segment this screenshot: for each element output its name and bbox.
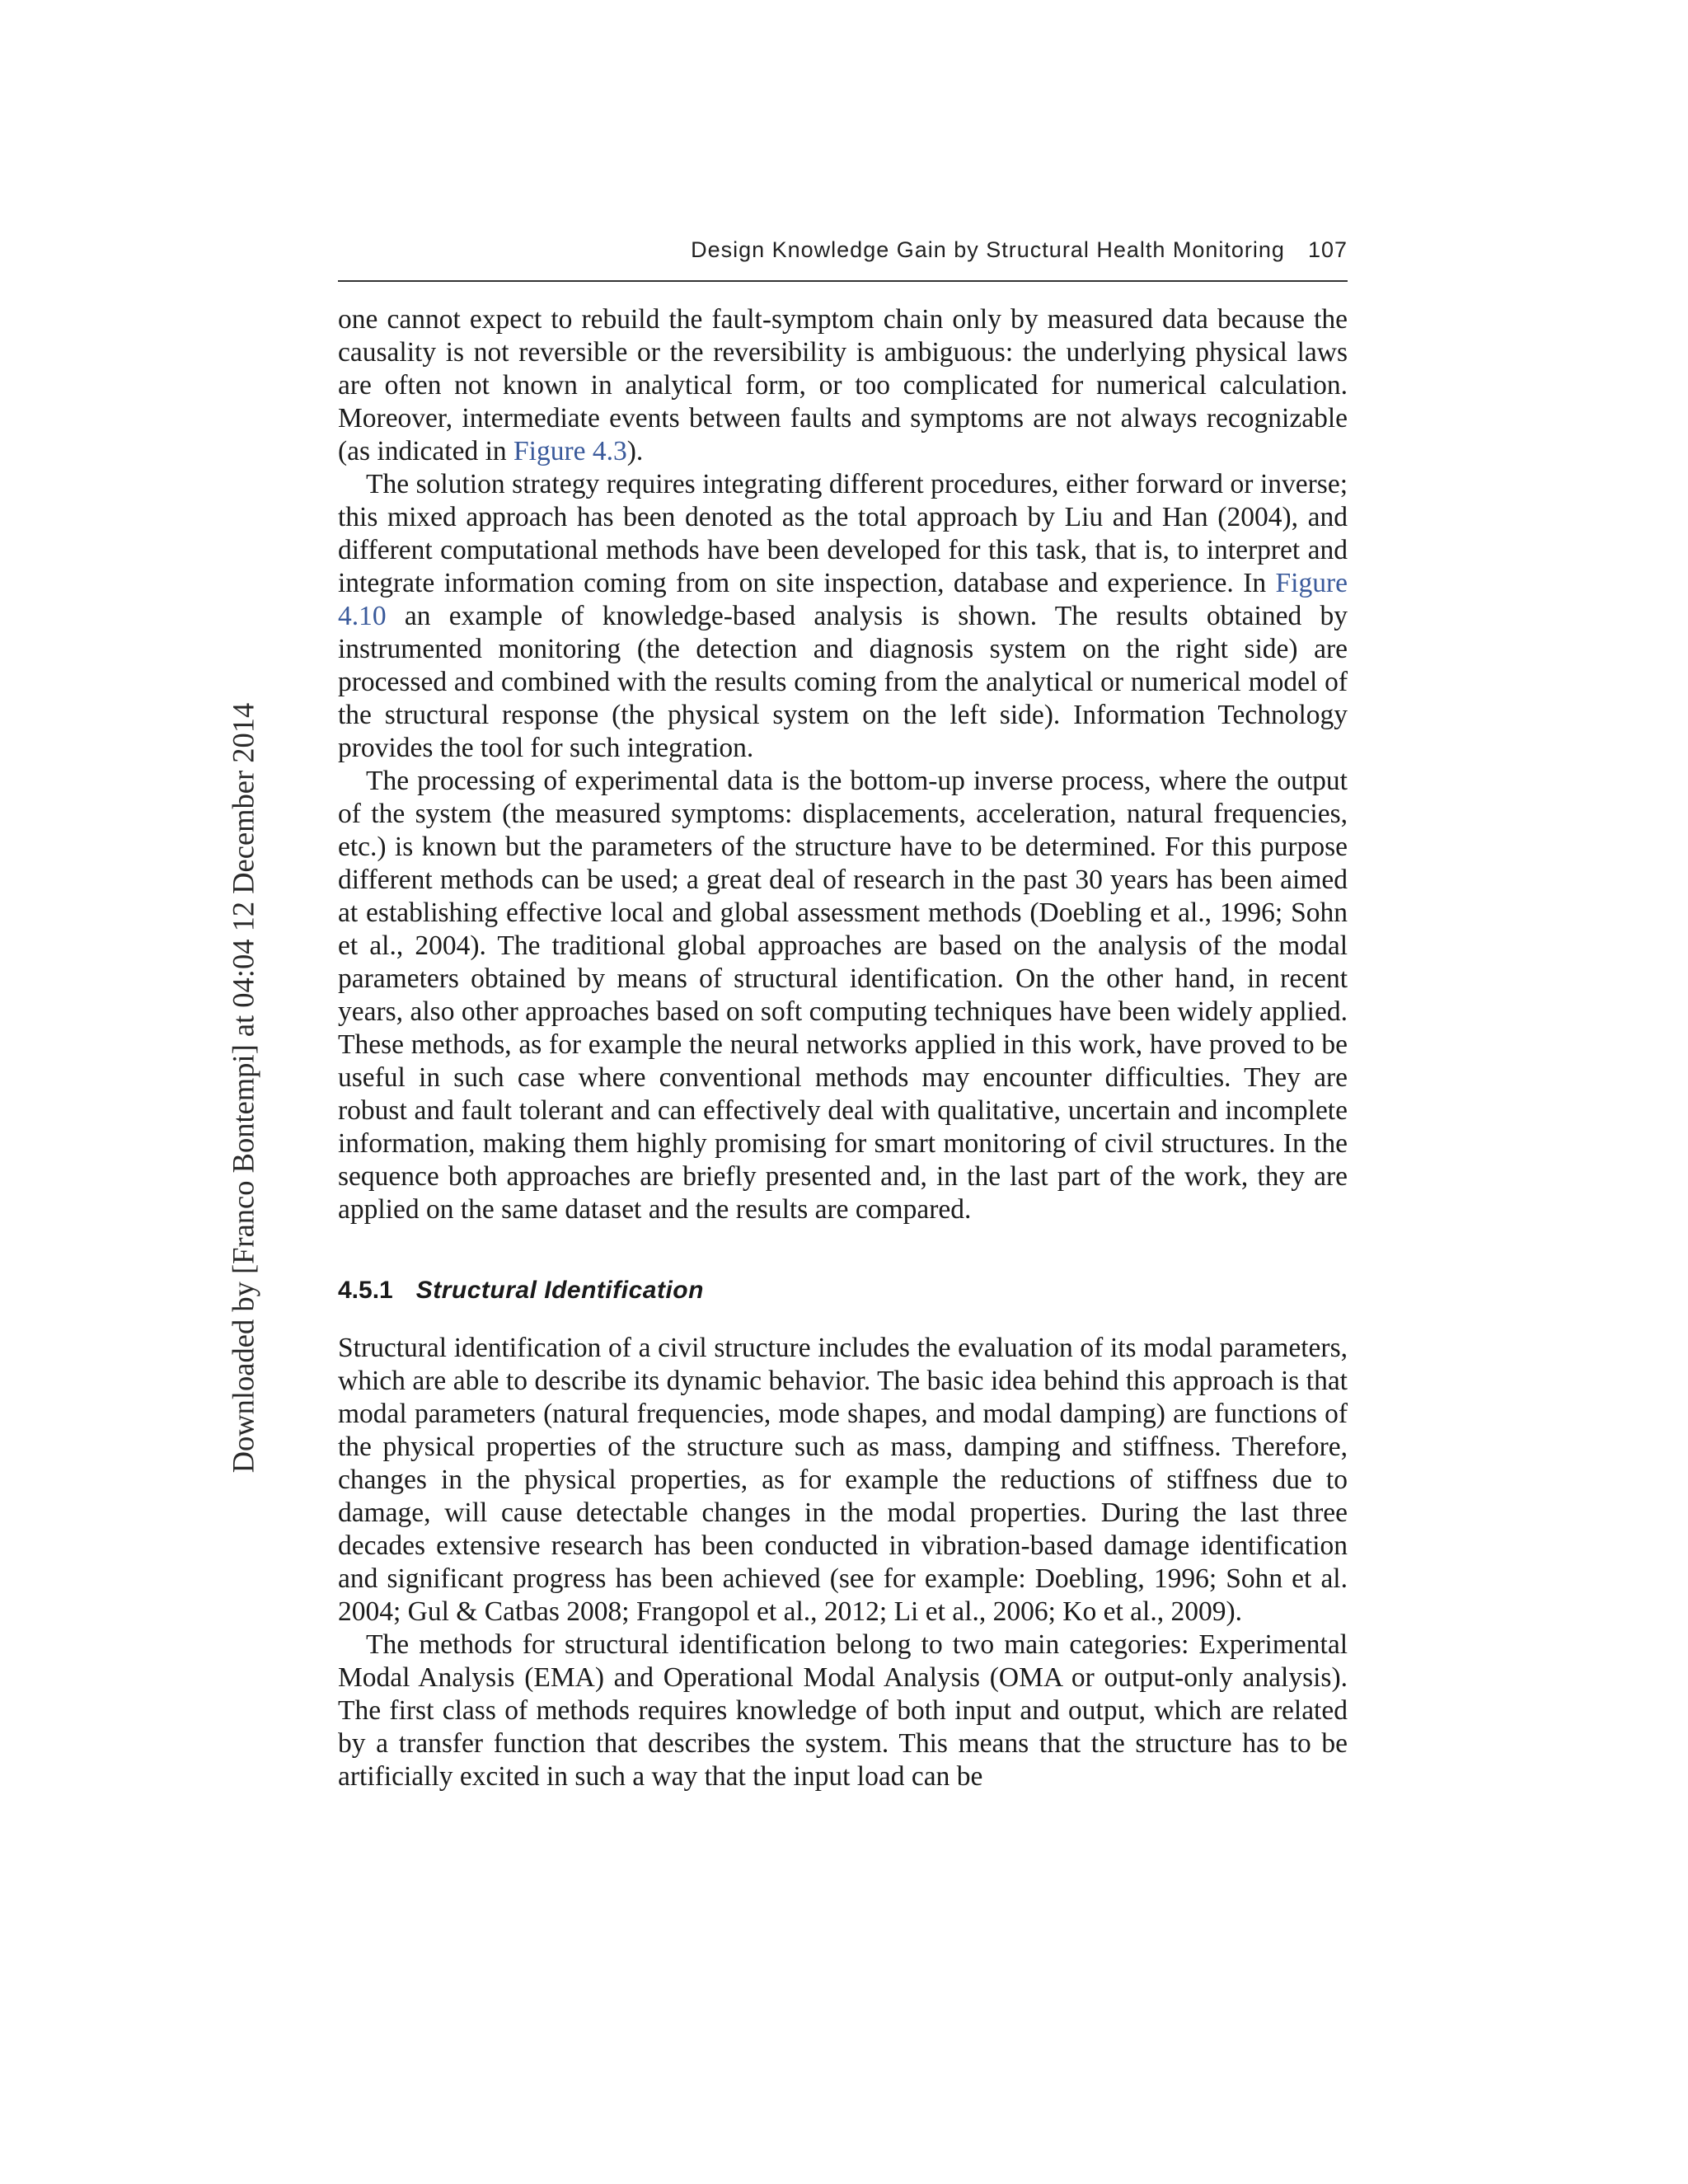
paragraph-2-text: The solution strategy requires integrating different procedures, either forward or inverse; this mixed approach has been denoted as the total approach by Liu and Han (2004), and different computational methods have been developed for this task, that is, to interpret and integrate information coming from on site inspection, database and experience. In [338,469,1348,598]
body-text [338,303,1348,1793]
running-head [338,237,1348,282]
paragraph-1-text: one cannot expect to rebuild the fault-symptom chain only by measured data because the causality is not reversible or the reversibility is ambiguous: the underlying physical laws are often not known in analytical form, or too complicated for numerical calculation. Moreover, intermediate events between faults and symptoms are not always recognizable (as indicated in [338,304,1348,466]
running-head-title: Design Knowledge Gain by Structural Health Monitoring [691,237,1285,262]
paragraph-4: Structural identification of a civil structure includes the evaluation of its modal parameters, which are able to describe its dynamic behavior. The basic idea behind this approach is that modal parameters (natural frequencies, mode shapes, and modal damping) are functions of the physical properties of the structure such as mass, damping and stiffness. Therefore, changes in the physical properties, as for example the reductions of stiffness due to damage, will cause detectable changes in the modal properties. During the last three decades extensive research has been conducted in vibration-based damage identification and significant progress has been achieved (see for example: Doebling, 1996; Sohn et al. 2004; Gul & Catbas 2008; Frangopol et al., 2012; Li et al., 2006; Ko et al., 2009). [338,1333,1348,1627]
section-title: Structural Identification [415,1277,704,1304]
paragraph-5: The methods for structural identification belong to two main categories: Experimental Modal Analysis (EMA) and Operational Modal Analysis (OMA or output-only analysis). The first class of methods requires knowledge of both input and output, which are related by a transfer function that describes the system. This means that the structure has to be artificially excited in such a way that the input load can be [338,1629,1348,1792]
paragraph-1-tail: ). [626,436,644,466]
paragraph-2 [338,468,1348,765]
paragraph-2-tail: an example of knowledge-based analysis is shown. The results obtained by instrumented monitoring (the detection and diagnosis system on the right side) are processed and combined with the results coming from the analytical or numerical model of the structural response (the physical system on the left side). Information Technology provides the tool for such integration. [338,601,1348,763]
paragraph-3: The processing of experimental data is the bottom-up inverse process, where the output of the system (the measured symptoms: displacements, acceleration, natural frequencies, etc.) is known but the parameters of the structure have to be determined. For this purpose different methods can be used; a great deal of research in the past 30 years has been aimed at establishing effective local and global assessment methods (Doebling et al., 1996; Sohn et al., 2004). The traditional global approaches are based on the analysis of the modal parameters obtained by means of structural identification. On the other hand, in recent years, also other approaches based on soft computing techniques have been widely applied. These methods, as for example the neural networks applied in this work, have proved to be useful in such case where conventional methods may encounter difficulties. They are robust and fault tolerant and can effectively deal with qualitative, uncertain and incomplete information, making them highly promising for smart monitoring of civil structures. In the sequence both approaches are briefly presented and, in the last part of the work, they are applied on the same dataset and the results are compared. [338,766,1348,1225]
section-heading [338,1274,1348,1307]
figure-4-3-link[interactable]: Figure 4.3 [513,436,627,466]
section-number: 4.5.1 [338,1277,393,1304]
page-number: 107 [1307,237,1348,262]
paragraph-1 [338,303,1348,468]
download-watermark: Downloaded by [Franco Bontempi] at 04:04 12 December 2014 [226,702,260,1474]
figure-4-10-link[interactable]: Figure 4.10 [338,568,1348,631]
